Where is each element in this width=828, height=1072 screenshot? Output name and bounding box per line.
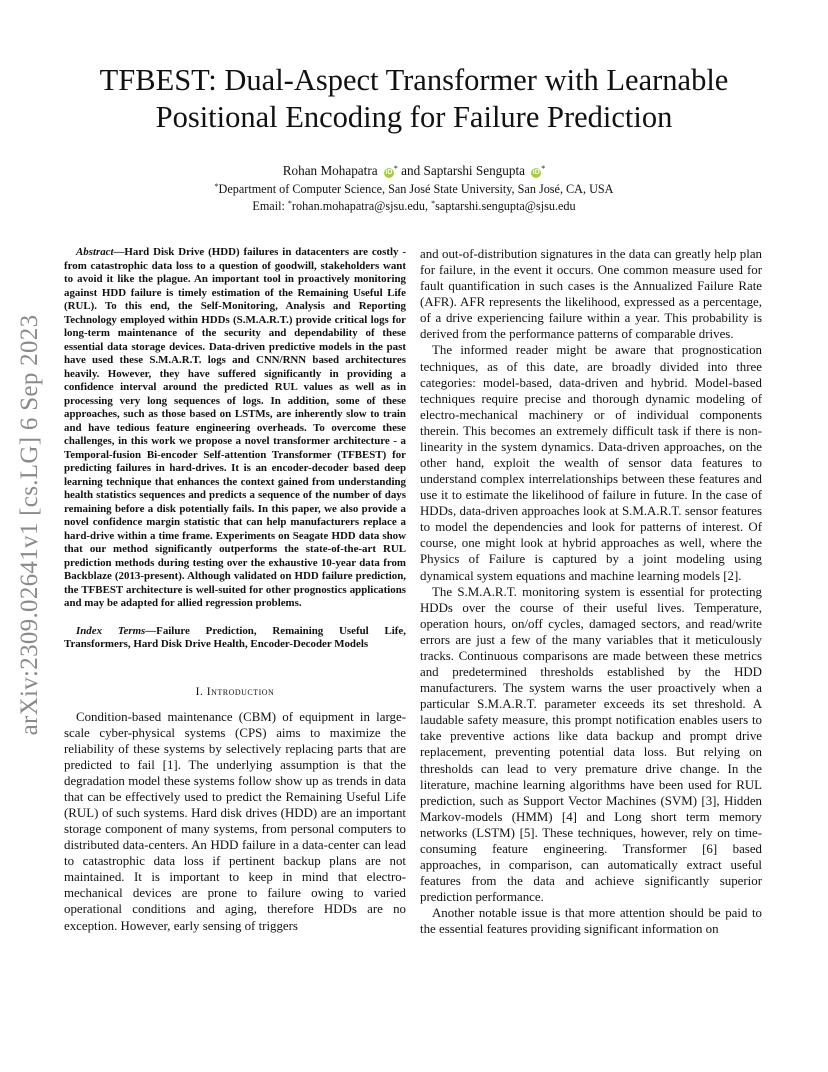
affiliation-mark: * — [541, 164, 546, 173]
body-paragraph: and out-of-distribution signatures in the data can greatly help plan for failure, in the event it occurs. One common measure used for fault quantification in such cases is the Annualized Failure Rate (AFR). AFR represents the likelihood, expressed as a percentage, of a drive experiencing failure within a year. This probability is derived from the performance patterns of comparable drives. — [420, 247, 762, 342]
abstract-text: —Hard Disk Drive (HDD) failures in datacenters are costly - from catastrophic data loss to a question of goodwill, stakeholders want to avoid it like the plague. An important tool in proactively monitoring against HDD failure is timely estimation of the Remaining Useful Life (RUL). To this end, the Self-Monitoring, Analysis and Reporting Technology employed within HDDs (S.M.A.R.T.) provide critical logs for long-term maintenance of the security and dependability of these essential data storage devices. Data-driven predictive models in the past have used these S.M.A.R.T. logs and CNN/RNN based architectures heavily. However, they have suffered significantly in providing a confidence interval around the predicted RUL values as well as in processing very long sequences of logs. In addition, some of these approaches, such as those based on LSTMs, are inherently slow to train and have tedious feature engineering overheads. To overcome these challenges, in this work we propose a novel transformer architecture - a Temporal-fusion Bi-encoder Self-attention Transformer (TFBEST) for predicting failures in hard-drives. It is an encoder-decoder based deep learning technique that enhances the context gained from understanding health statistics sequences and predicts a sequence of the number of days remaining before a disk potentially fails. In this paper, we also provide a novel confidence margin statistic that can help manufacturers replace a hard-drive within a time frame. Experiments on Seagate HDD data show that our method significantly outperforms the state-of-the-art RUL prediction methods during testing over the exhaustive 10-year data from Backblaze (2013-present). Although validated on HDD failure prediction, the TFBEST architecture is well-suited for other prognostics applications and may be adapted for allied regression problems. — [64, 246, 406, 609]
left-column — [64, 246, 406, 934]
author-connector: and — [401, 163, 421, 178]
affiliation-mark: * — [214, 182, 219, 191]
section-heading: I. Introduction — [195, 685, 275, 698]
body-paragraph: Another notable issue is that more attention should be paid to the essential features providing significant information on — [420, 906, 762, 937]
email-line — [60, 198, 768, 214]
index-terms-text: —Failure Prediction, Remaining Useful Life, Transformers, Hard Disk Drive Health, Encoder-Decoder Models — [64, 624, 406, 650]
affiliation-text: Department of Computer Science, San José State University, San José, CA, USA — [218, 182, 614, 196]
body-paragraph: Condition-based maintenance (CBM) of equipment in large-scale cyber-physical systems (CPS) aims to maximize the reliability of these systems by selectively replacing parts that are predicted to fail [1]. The underlying assumption is that the degradation model these systems follow show up as trends in data that can be effectively used to predict the Remaining Useful Life (RUL) of such systems. Hard disk drives (HDD) are an important storage component of many systems, from personal computers to distributed data-centers. An HDD failure in a data-center can lead to catastrophic data loss if pertinent backup plans are not maintained. It is important to keep in mind that electro-mechanical devices are prone to failure owing to varied operational conditions and aging, therefore HDDs are no exception. However, early sensing of triggers — [64, 709, 406, 933]
author-name: Rohan Mohapatra — [282, 163, 378, 178]
orcid-icon[interactable]: iD — [532, 169, 540, 176]
email-address[interactable]: saptarshi.sengupta@sjsu.edu — [435, 199, 576, 213]
body-paragraph: The informed reader might be aware that prognostication techniques, as of this date, are broadly divided into three categories: model-based, data-driven and hybrid. Model-based techniques require precise and thorough dynamic modeling of electro-mechanical machinery or of individual components therein. This becomes an extremely difficult task if there is non-linearity in the system dynamics. Data-driven approaches, on the other hand, exploit the wealth of sensor data features to understand complex interrelationships between these features and use it to estimate the likelihood of failure in future. In the case of HDDs, data-driven approaches look at S.M.A.R.T. sensor features to model the dependencies and look for patterns of interest. Of course, one might look at hybrid approaches as well, where the Physics of Failure is captured by a joint modeling using dynamical system equations and machine learning models [2]. — [420, 343, 762, 583]
right-column — [420, 246, 762, 937]
affiliation-mark: * — [287, 199, 292, 208]
author-line — [60, 162, 768, 179]
abstract — [64, 246, 406, 611]
email-label: Email: — [252, 199, 285, 213]
email-address[interactable]: rohan.mohapatra@sjsu.edu, — [291, 199, 429, 213]
paper-title: TFBEST: Dual-Aspect Transformer with Learnable Positional Encoding for Failure Prediction — [99, 63, 729, 134]
arxiv-identifier: arXiv:2309.02641v1 [cs.LG] 6 Sep 2023 — [16, 314, 43, 736]
abstract-label: Abstract — [76, 246, 114, 258]
affiliation-line — [60, 181, 768, 197]
index-terms-label: Index Terms — [76, 624, 146, 637]
body-paragraph: The S.M.A.R.T. monitoring system is essential for protecting HDDs over the course of their useful lives. Temperature, operation hours, on/off cycles, damaged sectors, and read/write errors are just a few of the many variables that it meticulously tracks. Continuous comparisons are made between these metrics and predetermined thresholds established by the HDD manufacturers. The system warns the user proactively when a particular S.M.A.R.T. parameter exceeds its set threshold. A laudable safety measure, this prompt notification enables users to take preventive actions like data backup and prompt drive replacement, preventing potential data loss. But relying on thresholds can lead to very premature drive change. In the literature, machine learning algorithms have been used for RUL prediction, such as Support Vector Machines (SVM) [3], Hidden Markov-models (HMM) [4] and Long short term memory networks (LSTM) [5]. These techniques, however, rely on time-consuming feature engineering. Transformer [6] based approaches, in comparison, can automatically extract useful features from the data and achieve significantly superior prediction performance. — [420, 584, 762, 905]
arxiv-sidebar-stamp — [8, 290, 52, 760]
affiliation-mark: * — [393, 164, 398, 173]
index-terms — [64, 625, 406, 652]
orcid-icon[interactable]: iD — [385, 169, 393, 176]
affiliation-mark: * — [431, 199, 436, 208]
author-name: Saptarshi Sengupta — [423, 163, 525, 178]
